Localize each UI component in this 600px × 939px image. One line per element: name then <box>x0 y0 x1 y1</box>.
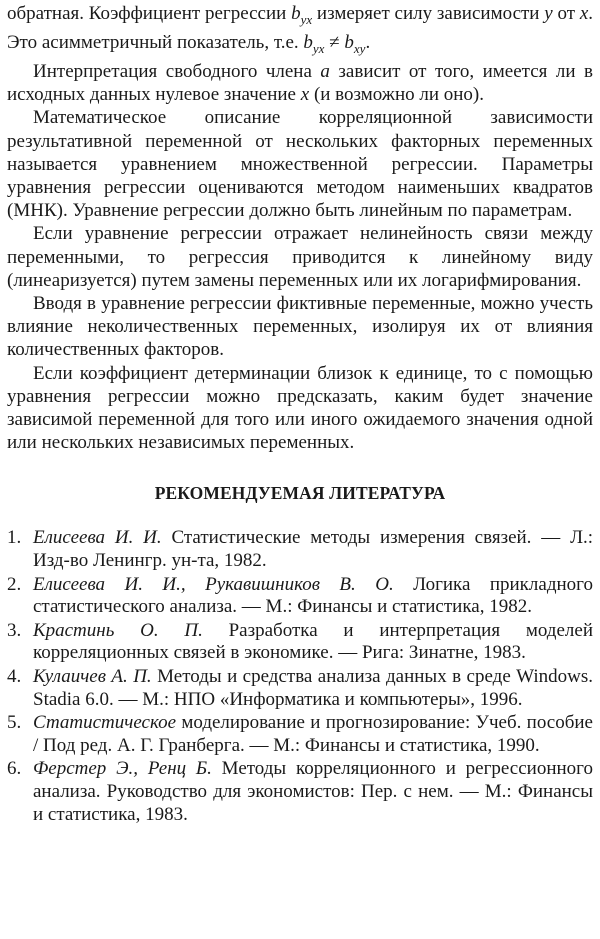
reference-number: 5. <box>7 712 22 734</box>
reference-author: Елисеева И. И., Рукавишников В. О. <box>33 573 394 595</box>
reference-details: Методы корреляционного и регрессионного анализа. Руководство для экономистов: Пер. с нем. — М.: Финансы и статистика, 1983. <box>33 758 593 825</box>
math-variable: b <box>291 3 301 24</box>
math-variable: b <box>344 32 354 53</box>
reference-item <box>7 712 593 757</box>
reference-author: Кулаичев А. П. <box>33 666 152 688</box>
paragraph: Математическое описание корреляционной зависимости результативной переменной от нескольких факторных переменных называется уравнением множественной регрессии. Параметры уравнения регрессии оцениваются методом наименьших квадратов (МНК). Уравнение регрессии должно быть линейным по параметрам. <box>7 107 593 222</box>
reference-details: Статистические методы измерения связей. — Л.: Изд-во Ленингр. ун-та, 1982. <box>33 527 593 572</box>
reference-list <box>7 527 593 826</box>
math-variable: x <box>579 3 589 24</box>
paragraph: обратная. Коэффициент регрессии $b_{yx}$ измеряет силу зависимости y от x. Это асимметричный показатель, т.е. $b_{yx} \ne b_{xy}$. <box>7 3 593 56</box>
reference-item <box>7 758 593 826</box>
section-heading: РЕКОМЕНДУЕМАЯ ЛИТЕРАТУРА <box>154 483 446 504</box>
reference-author: Крастинь О. П. <box>33 619 203 641</box>
paragraph: Если уравнение регрессии отражает нелинейность связи между переменными, то регрессия приводится к линейному виду (линеаризуется) путем замены переменных или их логарифмирования. <box>7 223 593 291</box>
reference-number: 2. <box>7 573 22 595</box>
reference-details: Разработка и интерпретация моделей корреляционных связей в экономике. — Рига: Зинатне, 1983. <box>33 619 593 664</box>
reference-number: 3. <box>7 619 22 641</box>
reference-number: 6. <box>7 758 22 780</box>
reference-text <box>33 666 593 711</box>
math-subscript: yx <box>300 11 313 27</box>
reference-number: 1. <box>7 527 22 549</box>
reference-author: Статистическое <box>33 712 177 734</box>
math-variable: y <box>544 3 553 24</box>
math-variable: b <box>303 32 313 53</box>
reference-text <box>33 758 593 826</box>
reference-text <box>33 712 593 757</box>
math-variable: x <box>300 84 310 106</box>
math-variable: a <box>320 61 330 82</box>
body-text <box>7 2 593 454</box>
reference-item <box>7 527 593 572</box>
reference-item <box>7 574 593 619</box>
reference-details: Методы и средства анализа данных в среде Windows. Stadia 6.0. — М.: НПО «Информатика и компьютеры», 1996. <box>33 666 593 710</box>
math-subscript: yx <box>312 40 325 56</box>
reference-details: моделирование и прогнозирование: Учеб. пособие / Под ред. А. Г. Гранберга. — М.: Финансы и статистика, 1990. <box>33 712 593 756</box>
paragraph: Вводя в уравнение регрессии фиктивные переменные, можно учесть влияние неколичественных переменных, изолируя их от влияния количественных факторов. <box>7 293 593 361</box>
reference-item <box>7 620 593 665</box>
reference-item <box>7 666 593 711</box>
reference-details: Логика прикладного статистического анализа. — М.: Финансы и статистика, 1982. <box>33 573 593 618</box>
reference-author: Елисеева И. И. <box>33 527 162 549</box>
reference-text <box>33 574 593 619</box>
reference-text <box>33 620 593 665</box>
math-subscript: xy <box>353 40 366 56</box>
reference-author: Ферстер Э., Ренц Б. <box>33 758 212 780</box>
paragraph: Интерпретация свободного члена a зависит от того, имеется ли в исходных данных нулевое значение x (и возможно ли оно). <box>7 61 594 106</box>
reference-number: 4. <box>7 666 22 688</box>
paragraph: Если коэффициент детерминации близок к единице, то с помощью уравнения регрессии можно предсказать, каким будет значение зависимой переменной для того или иного ожидаемого значения одной или нескольких независимых переменных. <box>7 362 593 454</box>
reference-text <box>33 527 593 572</box>
